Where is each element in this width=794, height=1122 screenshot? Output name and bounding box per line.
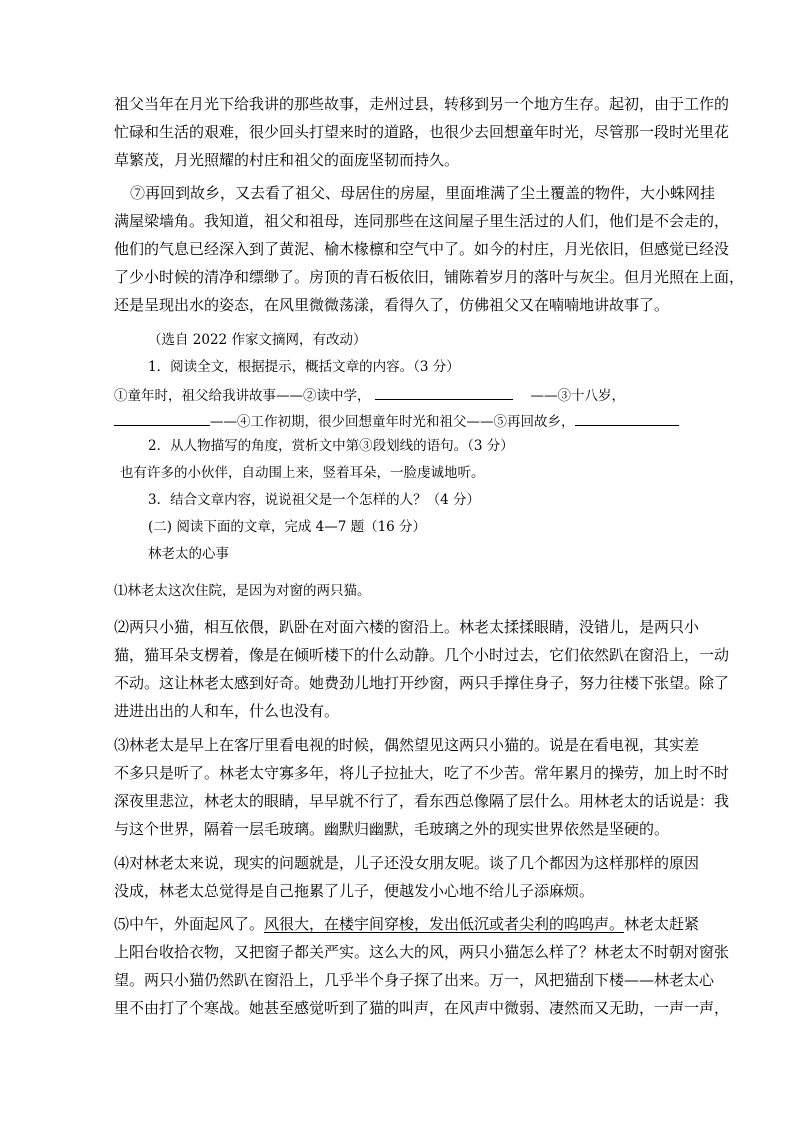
p7-line-1: ⑦再回到故乡，又去看了祖父、母居住的房屋，里面堆满了尘土覆盖的物件，大小蛛网挂	[130, 184, 716, 202]
p7-line-3: 他们的气息已经深入到了黄泥、榆木椽檩和空气中了。如今的村庄，月光依旧，但感觉已经没	[114, 240, 730, 258]
q1-seg-b: ——③十八岁，	[530, 388, 625, 404]
p7-line-4: 了少小时候的清净和缥缈了。房顶的青石板依旧，铺陈着岁月的落叶与灰尘。但月光照在上面，	[114, 268, 745, 286]
s5-line-2: 上阳台收拾衣物，又把窗子都关严实。这么大的风，两只小猫怎么样了？林老太不时朝对窗张	[114, 943, 730, 961]
q1-blank-5[interactable]	[575, 410, 679, 426]
q1-seg-a: ①童年时，祖父给我讲故事——②读中学，	[114, 388, 371, 404]
s5-pre: ⑸中午，外面起风了。	[114, 915, 265, 933]
intro-line-2: 忙碌和生活的艰难，很少回头打望来时的道路，也很少去回想童年时光，尽管那一段时光里花	[114, 123, 730, 141]
p7-line-2: 满屋梁墙角。我知道，祖父和祖母，连同那些在这间屋子里生活过的人们，他们是不会走的，	[114, 212, 730, 230]
q1-blank-2[interactable]	[375, 384, 513, 400]
source-note: （选自 2022 作家文摘网，有改动）	[148, 332, 367, 348]
q1-row-2	[114, 410, 679, 432]
s1-line-1: ⑴林老太这次住院，是因为对窗的两只猫。	[114, 583, 371, 599]
q2-quote: 也有许多的小伙伴，自动围上来，竖着耳朵，一脸虔诚地听。	[120, 465, 485, 481]
s2-line-1: ⑵两只小猫，相互依偎，趴卧在对面六楼的窗沿上。林老太揉揉眼睛，没错儿，是两只小	[114, 618, 700, 636]
s3-line-2: 不多只是听了。林老太守寡多年，将儿子拉扯大，吃了不少苦。常年累月的操劳，加上时不时	[114, 764, 730, 782]
s5-line-3: 望。两只小猫仍然趴在窗沿上，几乎半个身子探了出来。万一，风把猫刮下楼——林老太心	[114, 971, 715, 989]
s5-line-1	[114, 914, 699, 934]
s2-line-2: 猫，猫耳朵支楞着，像是在倾听楼下的什么动静。几个小时过去，它们依然趴在窗沿上，一动	[114, 646, 730, 664]
s3-line-3: 深夜里悲泣，林老太的眼睛，早早就不行了，看东西总像隔了层什么。用林老太的话说是：我	[114, 792, 730, 810]
q3-prompt: 3．结合文章内容，说说祖父是一个怎样的人？（4 分）	[148, 492, 480, 508]
section-2-heading: (二) 阅读下面的文章，完成 4—7 题（16 分）	[148, 519, 427, 535]
q1-row-1	[114, 384, 625, 406]
s4-line-2: 没成，林老太总觉得是自己拖累了儿子，便越发小心地不给儿子添麻烦。	[114, 882, 595, 900]
p7-line-5: 还是呈现出水的姿态，在风里微微荡漾，看得久了，仿佛祖父又在喃喃地讲故事了。	[114, 296, 670, 314]
q2-prompt: 2．从人物描写的角度，赏析文中第③段划线的语句。（3 分）	[148, 438, 514, 454]
s4-line-1: ⑷对林老太来说，现实的问题就是，儿子还没女朋友呢。谈了几个都因为这样那样的原因	[114, 854, 700, 872]
s5-line-4: 里不由打了个寒战。她甚至感觉听到了猫的叫声，在风声中微弱、凄然而又无助，一声一声，	[114, 999, 730, 1017]
q1-seg-c: ——④工作初期，很少回想童年时光和祖父——⑤再回故乡，	[210, 414, 575, 430]
intro-line-1: 祖父当年在月光下给我讲的那些故事，走州过县，转移到另一个地方生存。起初，由于工作的	[114, 95, 730, 113]
s5-underlined-sentence: 风很大，在楼宇间穿梭，发出低沉或者尖利的呜呜声。	[264, 915, 625, 933]
intro-line-3: 草繁茂，月光照耀的村庄和祖父的面庞坚韧而持久。	[114, 151, 460, 169]
story-title: 林老太的心事	[148, 546, 229, 562]
s2-line-4: 进进出出的人和车，什么也没有。	[114, 702, 340, 720]
s5-post: 林老太赶紧	[624, 915, 700, 933]
s2-line-3: 不动。这让林老太感到好奇。她费劲儿地打开纱窗，两只手撑住身子，努力往楼下张望。除了	[114, 674, 730, 692]
q1-blank-3[interactable]	[114, 410, 210, 426]
s3-line-1: ⑶林老太是早上在客厅里看电视的时候，偶然望见这两只小猫的。说是在看电视，其实差	[114, 736, 700, 754]
s3-line-4: 与这个世界，隔着一层毛玻璃。幽默归幽默，毛玻璃之外的现实世界依然是坚硬的。	[114, 820, 670, 838]
q1-prompt: 1．阅读全文，根据提示，概括文章的内容。（3 分）	[148, 359, 460, 375]
